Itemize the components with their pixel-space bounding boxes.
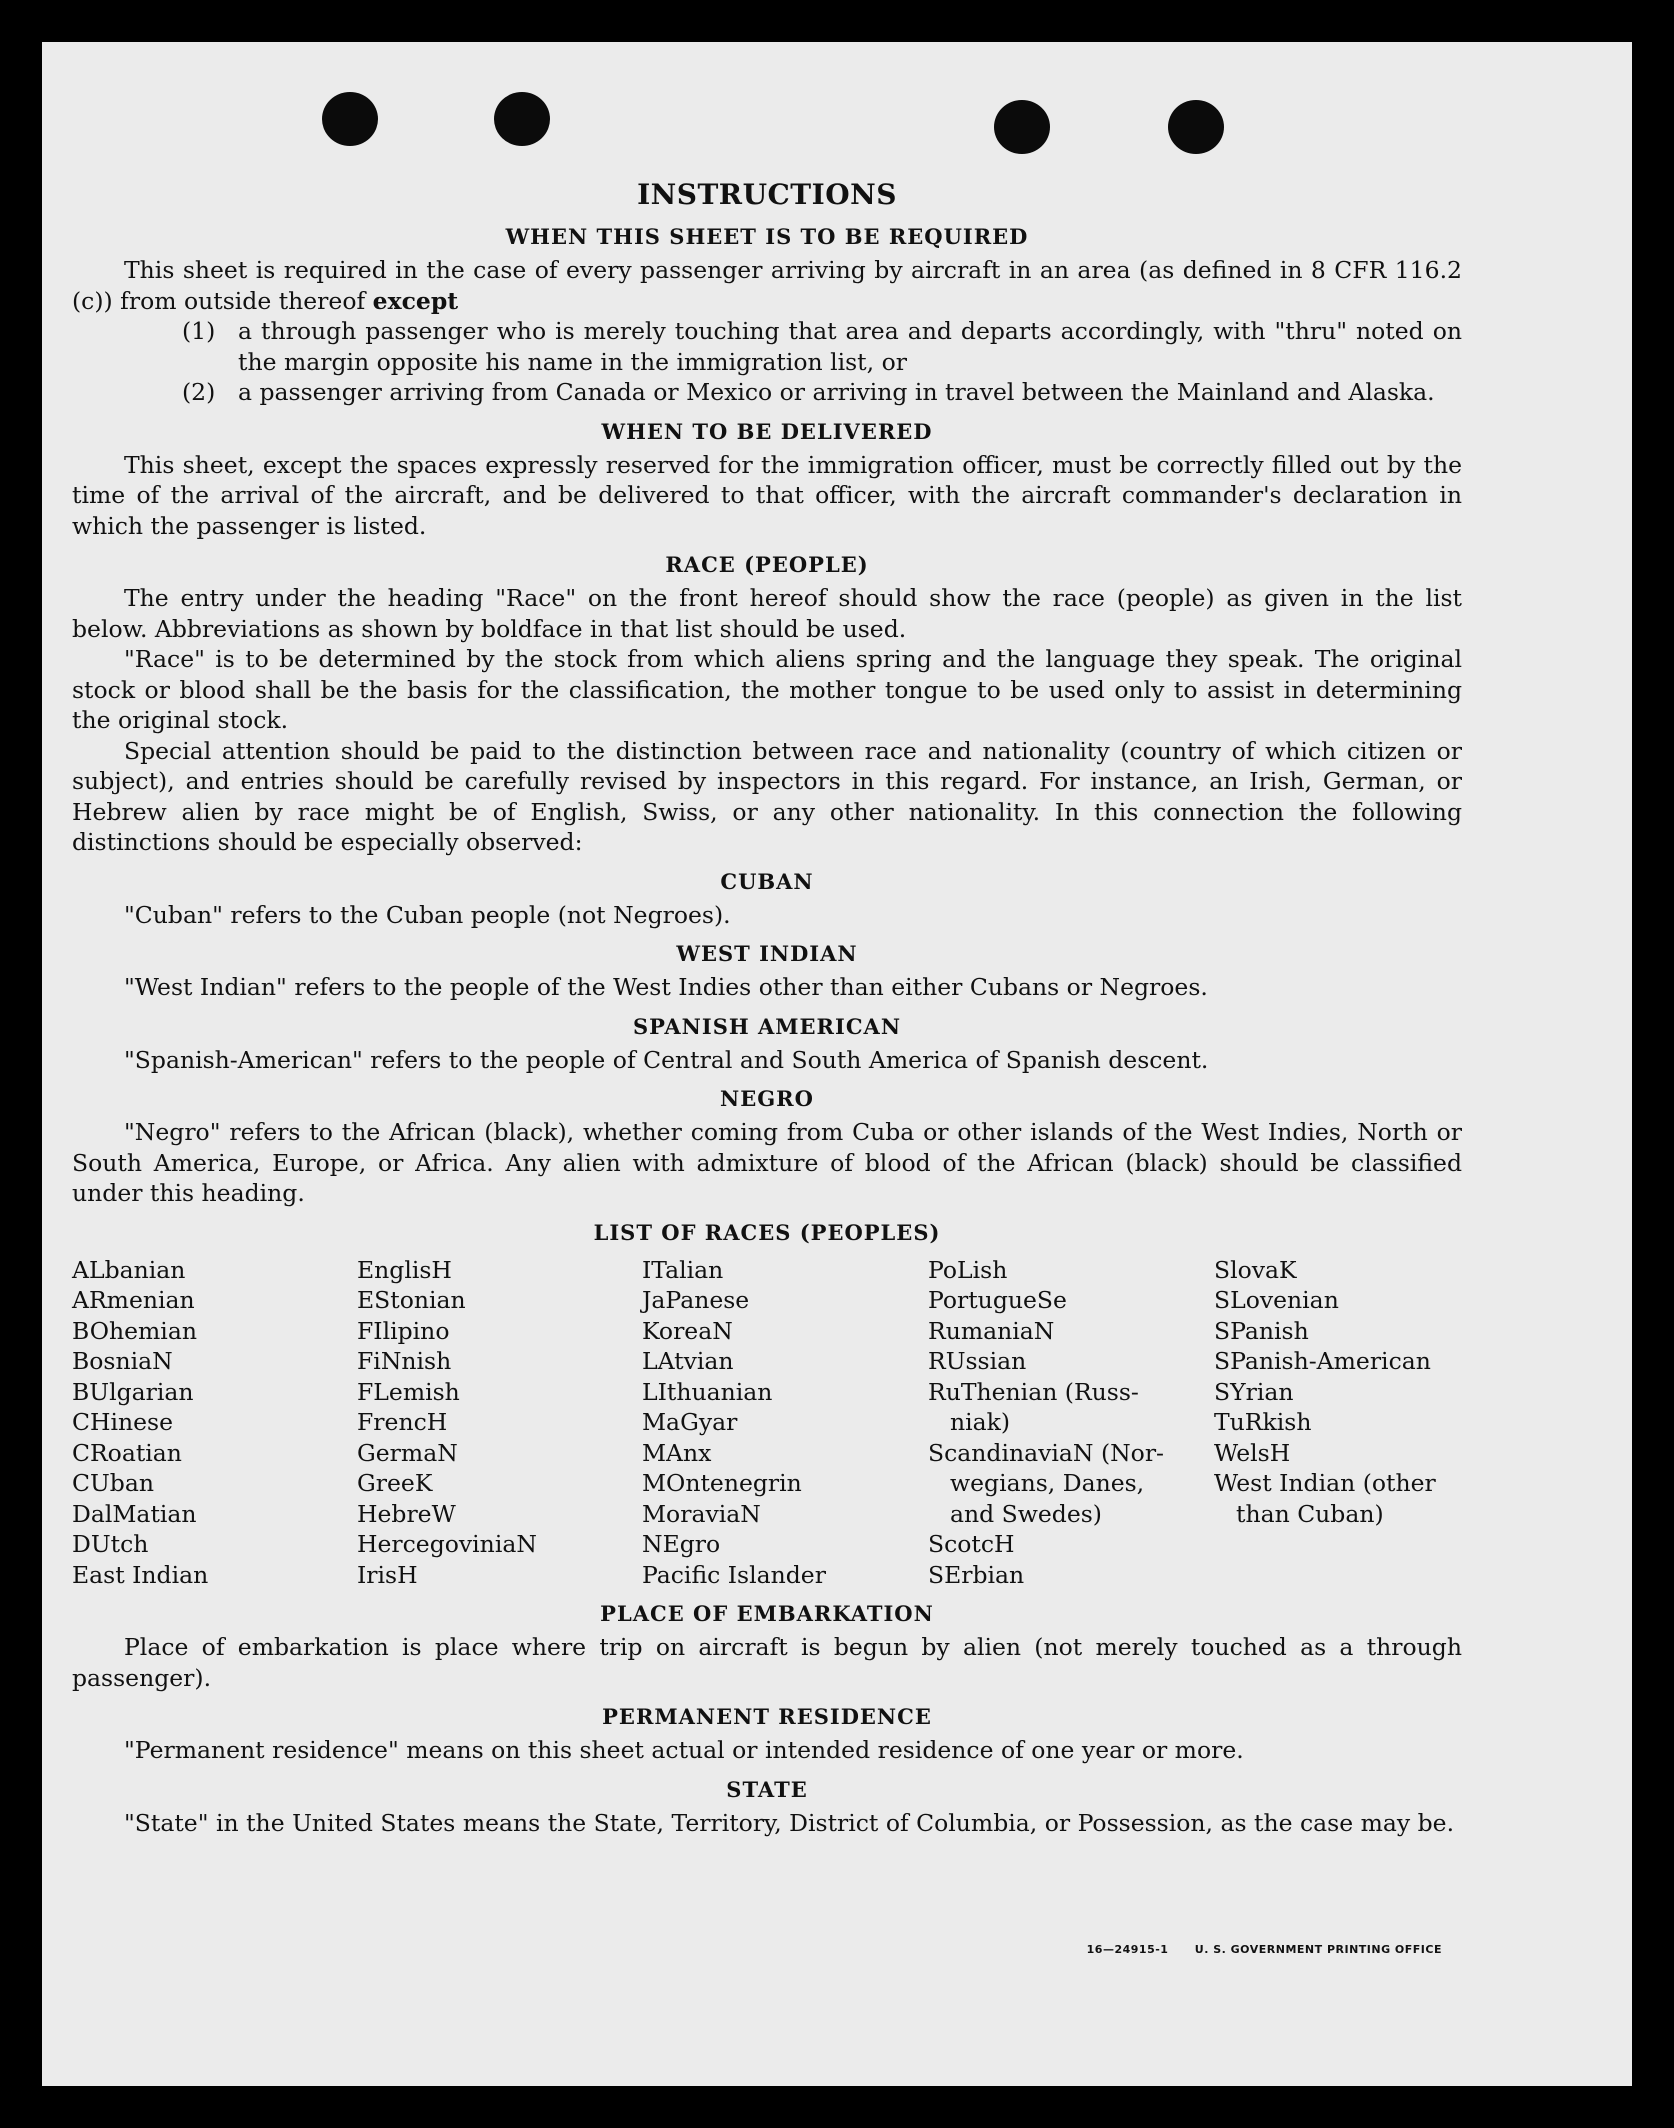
race-entry: niak) [950, 1408, 1011, 1436]
race-entry: ALbanian [72, 1255, 186, 1284]
punch-hole-1 [322, 92, 378, 146]
race-entry: East Indian [72, 1560, 209, 1589]
heading-embarkation: PLACE OF EMBARKATION [600, 1601, 934, 1626]
race-entry: CRoatian [72, 1438, 182, 1467]
negro-text: "Negro" refers to the African (black), whether coming from Cuba or other islands of the West Indies, North or South America, Europe, or Africa. Any alien with admixture of blood of the African (black) should be classified under this heading. [72, 1118, 1462, 1207]
cuban-text: "Cuban" refers to the Cuban people (not Negroes). [124, 900, 731, 929]
race-entry: than Cuban) [1236, 1499, 1384, 1528]
heading-when-delivered: WHEN TO BE DELIVERED [601, 418, 933, 444]
heading-spanish-american: SPANISH AMERICAN [632, 1013, 902, 1039]
form-number: 16—24915-1 [1086, 1943, 1169, 1956]
race-entry: SlovaK [1214, 1255, 1297, 1284]
race-entry: GermaN [357, 1438, 458, 1467]
race-entry: EStonian [357, 1286, 466, 1314]
race-entry: CUban [72, 1469, 154, 1497]
races-list [72, 1255, 1462, 1591]
printer-imprint [1065, 1943, 1442, 1956]
required-item-1: (1) a through passenger who is merely touching that area and departs accordingly, with "thru" noted on the margin opposite his name in the immigration list, or [182, 317, 1462, 376]
race-paragraph-2: "Race" is to be determined by the stock from which aliens spring and the language they speak. The original stock or blood shall be the basis for the classification, the mother tongue to be used only to assist in determining the original stock. [72, 645, 1462, 734]
race-entry: and Swedes) [950, 1499, 1102, 1528]
heading-when-required: WHEN THIS SHEET IS TO BE REQUIRED [505, 224, 1029, 249]
races-column-4 [928, 1255, 1214, 1591]
heading-race: RACE (PEOPLE) [665, 552, 869, 577]
race-entry: ARmenian [72, 1286, 195, 1314]
race-entry: ScandinaviaN (Nor- [928, 1438, 1164, 1467]
required-item-2: (2) a passenger arriving from Canada or Mexico or arriving in travel between the Mainland and Alaska. [182, 378, 1435, 406]
race-entry: wegians, Danes, [950, 1469, 1145, 1497]
state-text: "State" in the United States means the State, Territory, District of Columbia, or Possession, as the case may be. [124, 1808, 1455, 1837]
race-entry: PoLish [928, 1255, 1008, 1284]
races-column-5 [1214, 1255, 1462, 1591]
punch-hole-3 [994, 100, 1050, 154]
race-entry: SPanish-American [1214, 1347, 1431, 1375]
race-entry: FrencH [357, 1408, 448, 1436]
punch-hole-2 [494, 92, 550, 146]
page-title: INSTRUCTIONS [637, 178, 897, 211]
race-entry: BUlgarian [72, 1377, 194, 1406]
race-entry: ITalian [642, 1255, 724, 1284]
race-entry: HercegoviniaN [357, 1530, 537, 1558]
race-entry: KoreaN [642, 1316, 733, 1345]
race-entry: MOntenegrin [642, 1469, 802, 1497]
race-paragraph-3: Special attention should be paid to the distinction between race and nationality (country of which citizen or subject), and entries should be carefully revised by inspectors in this regard. For instance, an Irish, German, or Hebrew alien by race might be of English, Swiss, or any other nationality. In this connection the following distinctions should be especially observed: [72, 736, 1462, 856]
race-entry: BosniaN [72, 1347, 173, 1375]
race-entry: Pacific Islander [642, 1560, 826, 1589]
spanish-american-text: "Spanish-American" refers to the people of Central and South America of Spanish descent. [124, 1045, 1209, 1074]
race-entry: RUssian [928, 1347, 1027, 1375]
instructions-content [72, 177, 1462, 1838]
race-entry: LIthuanian [642, 1377, 773, 1406]
race-entry: SErbian [928, 1560, 1025, 1589]
heading-permanent-residence: PERMANENT RESIDENCE [602, 1704, 932, 1729]
race-entry: RumaniaN [928, 1316, 1055, 1345]
printer-name: U. S. GOVERNMENT PRINTING OFFICE [1194, 1943, 1442, 1956]
heading-list-of-races: LIST OF RACES (PEOPLES) [593, 1219, 941, 1245]
race-entry: BOhemian [72, 1316, 197, 1345]
race-paragraph-1: The entry under the heading "Race" on the front hereof should show the race (people) as given in the list below. Abbreviations as shown by boldface in that list should be used. [72, 584, 1462, 643]
race-entry: West Indian (other [1214, 1469, 1436, 1497]
race-entry: GreeK [357, 1469, 433, 1497]
race-entry: JaPanese [642, 1286, 750, 1314]
race-entry: WelsH [1214, 1438, 1291, 1467]
heading-cuban: CUBAN [720, 868, 814, 894]
heading-negro: NEGRO [720, 1086, 814, 1111]
heading-state: STATE [726, 1776, 808, 1802]
race-entry: PortugueSe [928, 1286, 1067, 1314]
delivered-text: This sheet, except the spaces expressly reserved for the immigration officer, must be correctly filled out by the time of the arrival of the aircraft, and be delivered to that officer, with the aircraft commander's declaration in which the passenger is listed. [72, 450, 1462, 540]
race-entry: IrisH [357, 1560, 418, 1589]
race-entry: CHinese [72, 1408, 173, 1436]
race-entry: DalMatian [72, 1499, 197, 1528]
race-entry: DUtch [72, 1530, 149, 1558]
race-entry: FLemish [357, 1377, 460, 1406]
races-column-1 [72, 1255, 357, 1591]
punch-hole-4 [1168, 100, 1224, 154]
residence-text: "Permanent residence" means on this sheet actual or intended residence of one year or more. [124, 1736, 1244, 1764]
document-sheet [42, 42, 1632, 2086]
race-entry: MaGyar [642, 1408, 738, 1436]
race-entry: FIlipino [357, 1316, 450, 1345]
race-entry: ScotcH [928, 1530, 1015, 1558]
race-entry: SYrian [1214, 1377, 1294, 1406]
race-entry: SPanish [1214, 1316, 1309, 1345]
embarkation-text: Place of embarkation is place where trip on aircraft is begun by alien (not merely touched as a through passenger). [72, 1633, 1462, 1692]
race-entry: MoraviaN [642, 1499, 761, 1528]
race-entry: SLovenian [1214, 1286, 1339, 1314]
race-entry: TuRkish [1214, 1408, 1312, 1436]
race-entry: EnglisH [357, 1255, 452, 1284]
race-entry: MAnx [642, 1438, 712, 1467]
race-entry: LAtvian [642, 1347, 734, 1375]
race-entry: HebreW [357, 1499, 456, 1528]
heading-west-indian: WEST INDIAN [676, 941, 858, 966]
race-entry: NEgro [642, 1530, 721, 1558]
required-intro: This sheet is required in the case of every passenger arriving by aircraft in an area (as defined in 8 CFR 116.2 (c)) from outside thereof except [72, 256, 1462, 315]
west-indian-text: "West Indian" refers to the people of the West Indies other than either Cubans or Negroes. [124, 973, 1208, 1001]
race-entry: FiNnish [357, 1347, 452, 1375]
races-column-3 [642, 1255, 928, 1591]
race-entry: RuThenian (Russ- [928, 1377, 1139, 1406]
races-column-2 [357, 1255, 642, 1591]
